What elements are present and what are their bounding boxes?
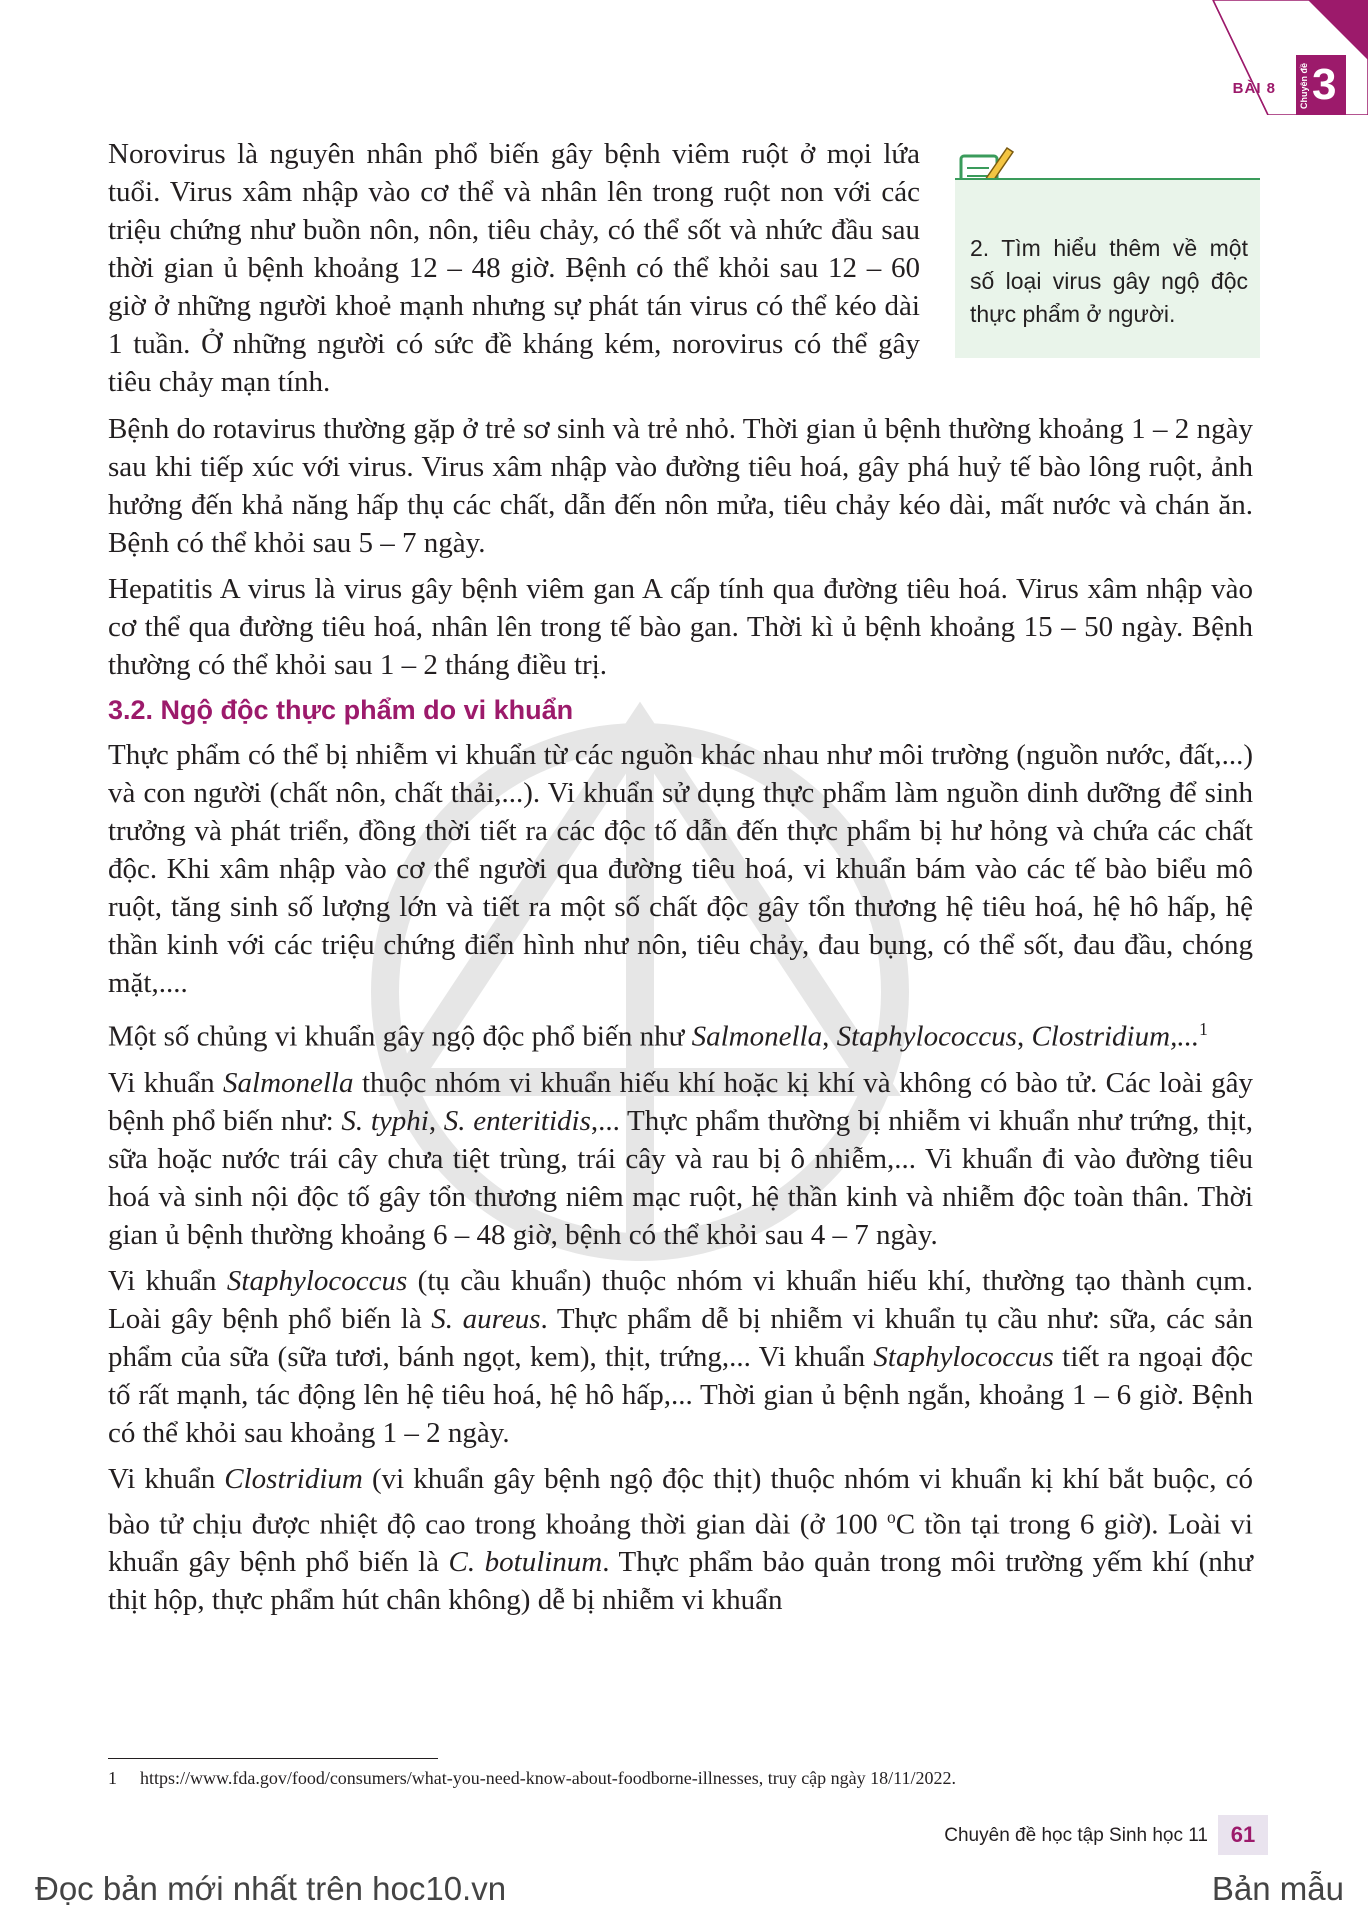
species-name: S. aureus — [431, 1302, 541, 1335]
text-run: , — [428, 1104, 444, 1137]
species-name: C. botulinum — [448, 1546, 603, 1579]
staphylococcus-paragraph — [108, 1262, 1253, 1452]
sample-label: Bản mẫu — [1211, 1870, 1344, 1907]
text-run: Một số chủng vi khuẩn gây ngộ độc phổ biến như — [108, 1020, 692, 1053]
main-text-column — [108, 410, 1253, 1627]
text-run: Vi khuẩn — [108, 1462, 225, 1495]
text-run: Vi khuẩn — [108, 1066, 224, 1099]
activity-side-box — [955, 178, 1260, 358]
clostridium-paragraph — [108, 1460, 1253, 1620]
footnote-text: https://www.fda.gov/food/consumers/what-you-need-know-about-foodborne-illnesses, truy cập ngày 18/11/2022. — [140, 1768, 956, 1788]
section-heading: 3.2. Ngộ độc thực phẩm do vi khuẩn — [108, 695, 574, 725]
species-name: Salmonella — [223, 1066, 354, 1099]
species-name: S. enteritidis — [443, 1104, 591, 1137]
lesson-label: BÀI 8 — [1232, 80, 1276, 97]
topic-word: Chuyên đề — [1299, 62, 1309, 109]
footnote-number: 1 — [108, 1768, 117, 1788]
text-run: . Thực phẩm bảo quản trong môi trường yếm khí (như thịt hộp, thực phẩm hút chân không) dễ bị nhiễm vi khuẩn — [108, 1546, 1253, 1617]
text-run: Vi khuẩn — [108, 1264, 227, 1297]
degree-mark: o — [887, 1506, 896, 1527]
footnote — [108, 1766, 956, 1790]
species-name: Clostridium — [224, 1462, 363, 1495]
norovirus-paragraph: Norovirus là nguyên nhân phổ biến gây bệnh viêm ruột ở mọi lứa tuổi. Virus xâm nhập vào cơ thể và nhân lên trong ruột non với các triệu chứng như buồn nôn, nôn, tiêu chảy, có thể sốt và nhức đầu sau thời gian ủ bệnh khoảng 12 – 48 giờ. Bệnh có thể khỏi sau 12 – 60 giờ ở những người khoẻ mạnh nhưng sự phát tán virus có thể kéo dài 1 tuần. Ở những người có sức đề kháng kém, norovirus có thể gây tiêu chảy mạn tính. — [108, 138, 920, 398]
species-name: Staphylococcus — [836, 1020, 1017, 1053]
species-name: Staphylococcus — [226, 1264, 408, 1297]
text-run: tiết ra ngoại độc tố rất mạnh, tác động lên hệ tiêu hoá, hệ hô hấp,... Thời gian ủ bệnh ngắn, khoảng 1 – 6 giờ. Bệnh có thể khỏi sau khoảng 1 – 2 ngày. — [108, 1340, 1253, 1449]
species-name: Clostridium — [1031, 1020, 1171, 1053]
text-run: ,... — [1170, 1020, 1200, 1053]
text-run: ,... Thực phẩm thường bị nhiễm vi khuẩn như trứng, thịt, sữa hoặc nước trái cây chưa tiệt trùng, trái cây và rau bị ô nhiễm,... Vi khuẩn đi vào đường tiêu hoá và sinh nội độc tố gây tổn thương niêm mạc ruột, hệ thần kinh và nhiễm độc toàn thân. Thời gian ủ bệnh thường khoảng 6 – 48 giờ, bệnh có thể khỏi sau 4 – 7 ngày. — [108, 1104, 1253, 1251]
text-run: , — [1016, 1020, 1032, 1053]
bacteria-intro-paragraph: Thực phẩm có thể bị nhiễm vi khuẩn từ các nguồn khác nhau như môi trường (nguồn nước, đất,...) và con người (chất nôn, chất thải,...). Vi khuẩn sử dụng thực phẩm làm nguồn dinh dưỡng để sinh trưởng và phát triển, đồng thời tiết ra các độc tố dẫn đến thực phẩm bị hư hỏng và chứa các chất độc. Khi xâm nhập vào cơ thể người qua đường tiêu hoá, vi khuẩn bám vào các tế bào biểu mô ruột, tăng sinh số lượng lớn và tiết ra một số chất độc gây tổn thương hệ tiêu hoá, hệ hô hấp, hệ thần kinh với các triệu chứng điển hình như nôn, tiêu chảy, đau bụng, có thể sốt, đau đầu, chóng mặt,.... — [108, 739, 1253, 999]
promo-link-text[interactable]: Đọc bản mới nhất trên hoc10.vn — [35, 1870, 507, 1907]
species-name: Salmonella — [691, 1020, 823, 1053]
hepatitis-a-paragraph: Hepatitis A virus là virus gây bệnh viêm gan A cấp tính qua đường tiêu hoá. Virus xâm nhập vào cơ thể qua đường tiêu hoá, nhân lên trong tế bào gan. Thời kì ủ bệnh khoảng 15 – 50 ngày. Bệnh thường có thể khỏi sau 1 – 2 tháng điều trị. — [108, 573, 1253, 681]
topic-badge — [1296, 55, 1346, 115]
activity-question: 2. Tìm hiểu thêm về một số loại virus gây ngộ độc thực phẩm ở người. — [970, 235, 1248, 327]
footnote-ref: 1 — [1199, 1019, 1208, 1039]
text-run: (vi khuẩn gây bệnh ngộ độc thịt) thuộc nhóm vi khuẩn kị khí bắt buộc, có bào tử chịu được nhiệt độ cao trong khoảng thời gian dài (ở 100 — [108, 1462, 1253, 1541]
text-run: thuộc nhóm vi khuẩn hiếu khí hoặc kị khí và không có bào tử. Các loài gây bệnh phổ biến như: — [108, 1066, 1253, 1137]
text-run: , — [822, 1020, 837, 1053]
salmonella-paragraph — [108, 1064, 1253, 1254]
text-run: (tụ cầu khuẩn) thuộc nhóm vi khuẩn hiếu khí, thường tạo thành cụm. Loài gây bệnh phổ biến là — [108, 1264, 1253, 1335]
footnote-rule — [108, 1758, 438, 1759]
species-name: S. typhi — [341, 1104, 429, 1137]
book-title: Chuyên đề học tập Sinh học 11 — [944, 1825, 1208, 1846]
common-strains-paragraph — [108, 1010, 1253, 1056]
page-number: 61 — [1218, 1815, 1268, 1855]
text-run: C tồn tại trong 6 giờ). Loài vi khuẩn gây bệnh phổ biến là — [108, 1508, 1253, 1579]
topic-number: 3 — [1312, 60, 1337, 109]
species-name: Staphylococcus — [873, 1340, 1054, 1373]
text-run: . Thực phẩm dễ bị nhiễm vi khuẩn tụ cầu như: sữa, các sản phẩm của sữa (sữa tươi, bánh ngọt, kem), thịt, trứng,... Vi khuẩn — [108, 1302, 1253, 1373]
rotavirus-paragraph: Bệnh do rotavirus thường gặp ở trẻ sơ sinh và trẻ nhỏ. Thời gian ủ bệnh thường khoảng 1 – 2 ngày sau khi tiếp xúc với virus. Virus xâm nhập vào đường tiêu hoá, gây phá huỷ tế bào lông ruột, ảnh hưởng đến khả năng hấp thụ các chất, dẫn đến nôn mửa, tiêu chảy kéo dài, mất nước và chán ăn. Bệnh có thể khỏi sau 5 – 7 ngày. — [108, 413, 1253, 559]
